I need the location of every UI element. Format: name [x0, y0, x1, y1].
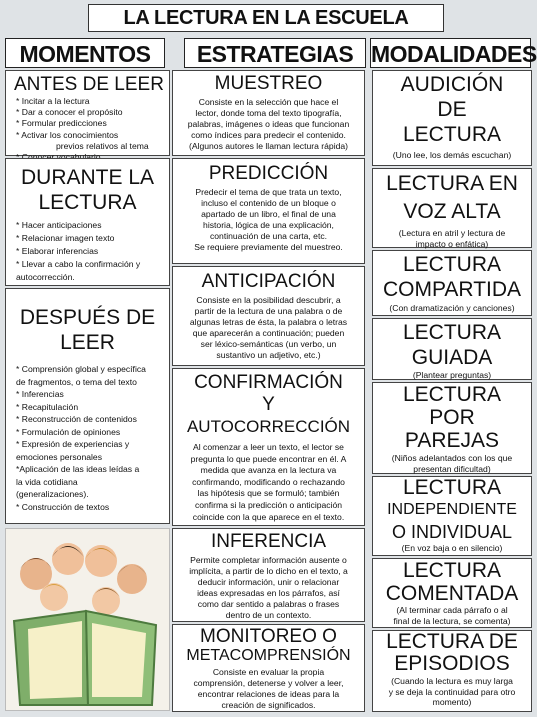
desc-line: incluso el contenido de un bloque o — [201, 198, 336, 208]
list-item: * Construcción de textos — [16, 501, 110, 512]
desc-line: ideas expresadas en los párrafos, así — [197, 588, 340, 598]
estrategia-title: ANTICIPACIÓN — [201, 271, 336, 292]
modalidad-note: impacto o enfática) — [415, 239, 489, 249]
list-item: de fragmentos, o tema del texto — [16, 376, 137, 387]
desc-line: sustantivo un adjetivo, etc.) — [216, 350, 321, 360]
desc-line: Consiste en evaluar la propia — [212, 667, 325, 677]
momento-durante-la-lectura — [5, 158, 170, 286]
desc-line: deducir información, unir o relacionar — [197, 577, 340, 587]
modalidad-title-line: VOZ ALTA — [403, 200, 501, 223]
page-title: LA LECTURA EN LA ESCUELA — [88, 4, 444, 32]
desc-line: como dar sentido a palabras o frases — [197, 599, 340, 609]
estrategia-title-line: CONFIRMACIÓN — [194, 372, 343, 393]
desc-line: encontrar relaciones de ideas para la — [197, 689, 340, 699]
list-item: * Elaborar inferencias — [16, 246, 99, 256]
modalidad-note: (Lectura en atril y lectura de — [398, 228, 506, 238]
desc-line: partir de la lectura de una palabra o de — [194, 306, 343, 316]
modalidad-title-line: LECTURA — [402, 253, 502, 276]
modalidad-title-line: POR — [429, 406, 475, 429]
modalidad-title-line: GUIADA — [411, 346, 493, 369]
modalidad-title-line: COMENTADA — [385, 582, 519, 605]
header-estrategias: ESTRATEGIAS — [184, 38, 366, 68]
list-item: * Formulación de opiniones — [16, 426, 121, 437]
desc-line: que aparecerán a continuación; pueden — [192, 328, 345, 338]
momento-antes-de-leer — [5, 70, 170, 156]
desc-line: historia, lógica de una explicación, — [203, 220, 334, 230]
momento-title-line: DURANTE LA — [20, 166, 155, 189]
modalidad-title-line: COMPARTIDA — [382, 278, 522, 301]
desc-line: confirmando, modificando o rechazando — [192, 476, 345, 487]
list-item: *Aplicación de las ideas leídas a — [16, 464, 140, 474]
modalidad-note: (Con dramatización y canciones) — [389, 303, 515, 313]
children-reading-book-illustration — [5, 528, 170, 711]
desc-line: Se requiere previamente del muestreo. — [194, 242, 343, 252]
modalidad-title-line: LECTURA — [402, 383, 502, 406]
list-item: * Reconstrucción de contenidos — [16, 414, 137, 424]
modalidad-note: (Niños adelantados con los que — [391, 453, 513, 463]
modalidad-note: (En voz baja o en silencio) — [401, 543, 503, 553]
modalidad-note: final de la lectura, se comenta) — [393, 616, 511, 626]
estrategia-description — [173, 95, 364, 152]
momento-title-line: DESPUÉS DE — [19, 306, 156, 329]
desc-line: implícita, a partir de lo dicho en el texto, a — [189, 566, 348, 576]
desc-line: coincide con la que aparece en el texto. — [192, 511, 345, 522]
modalidad-title-line: LECTURA — [402, 559, 502, 582]
desc-line: las hipótesis que se formuló; también — [197, 488, 340, 499]
list-item: * Recapitulación — [16, 401, 79, 412]
estrategia-confirmacion-autocorreccion — [172, 368, 365, 526]
estrategia-description — [173, 553, 364, 621]
desc-line: Predecir el tema de que trata un texto, — [195, 187, 342, 197]
list-item: * Dar a conocer el propósito — [16, 107, 123, 118]
desc-line: confirma si la predicción o anticipación — [194, 499, 343, 510]
list-item: * Incitar a la lectura — [16, 96, 90, 106]
header-momentos: MOMENTOS — [5, 38, 165, 68]
list-item: * Formular predicciones — [16, 118, 107, 129]
estrategia-description — [173, 185, 364, 253]
estrategia-description — [173, 438, 364, 523]
modalidad-title-line: O INDIVIDUAL — [391, 522, 513, 542]
estrategia-description — [173, 293, 364, 361]
estrategia-title: MUESTREO — [214, 73, 323, 94]
momento-despues-de-leer — [5, 288, 170, 524]
list-item: (generalizaciones). — [16, 489, 89, 499]
desc-line: algunas letras de ésta, la palabra o letras — [189, 317, 348, 327]
modalidad-lectura-de-episodios — [372, 630, 532, 712]
list-item: previos relativos al tema — [56, 140, 149, 151]
list-item: autocorrección. — [16, 272, 75, 282]
desc-line: apartado de un libro, el final de una — [201, 209, 336, 219]
modalidad-audicion-de-lectura — [372, 70, 532, 166]
modalidad-note: (Uno lee, los demás escuchan) — [392, 150, 512, 160]
list-item: * Activar los conocimientos — [16, 129, 119, 140]
list-item: * Inferencias — [16, 389, 64, 399]
list-item: la vida cotidiana — [16, 476, 78, 487]
list-item: * Comprensión global y específica — [16, 364, 146, 374]
momento-title-line: LEER — [60, 331, 115, 354]
desc-line: Consiste en la posibilidad descubrir, a — [196, 295, 341, 305]
desc-line: ser léxico-semánticas (un verbo, un — [200, 339, 337, 349]
modalidad-lectura-independiente — [372, 476, 532, 556]
desc-line: Permite completar información ausente o — [190, 555, 347, 565]
list-item: * Hacer anticipaciones — [16, 220, 102, 230]
modalidad-lectura-compartida — [372, 250, 532, 316]
estrategia-title-line: Y — [262, 394, 275, 415]
modalidad-lectura-por-parejas — [372, 382, 532, 474]
desc-line: pregunta lo que puede encontrar en él. A — [190, 453, 347, 464]
modalidad-title-line: INDEPENDIENTE — [387, 501, 517, 518]
estrategia-inferencia — [172, 528, 365, 622]
estrategia-title-line: METACOMPRENSIÓN — [186, 647, 351, 664]
list-item: * Relacionar imagen texto — [16, 233, 115, 243]
desc-line: como índices para predecir el contenido. — [191, 130, 346, 140]
estrategia-title-line: MONITOREO O — [200, 626, 337, 647]
modalidad-note: (Cuando la lectura es muy larga — [391, 676, 513, 686]
desc-line: palabras, imágenes o ideas que funcionan — [187, 119, 350, 129]
momento-title: ANTES DE LEER — [14, 74, 164, 95]
estrategia-title: INFERENCIA — [210, 531, 327, 552]
modalidad-title-line: AUDICIÓN — [400, 73, 504, 96]
list-item: * Expresión de experiencias y — [16, 439, 130, 449]
modalidad-note: momento) — [432, 697, 472, 707]
modalidad-note: (Plantear preguntas) — [412, 370, 492, 380]
modalidad-note: presentan dificultad) — [413, 464, 491, 474]
modalidad-title-line: EPISODIOS — [394, 652, 510, 675]
estrategia-prediccion — [172, 158, 365, 264]
desc-line: medida que avanza en la lectura va — [200, 465, 337, 476]
modalidad-title-line: DE — [437, 98, 467, 121]
estrategia-title-line: AUTOCORRECCIÓN — [186, 417, 351, 436]
desc-line: Al comenzar a leer un texto, el lector se — [193, 442, 344, 452]
list-item: * Llevar a cabo la confirmación y — [16, 259, 141, 269]
modalidad-lectura-en-voz-alta — [372, 168, 532, 248]
estrategia-monitoreo-metacomprension — [172, 624, 365, 712]
estrategia-muestreo — [172, 70, 365, 156]
modalidad-note: y se deja la continuidad para otro — [388, 686, 516, 697]
modalidad-lectura-guiada — [372, 318, 532, 380]
desc-line: comprensión, detenerse y volver a leer, — [193, 678, 344, 688]
modalidad-title-line: LECTURA EN — [386, 172, 518, 195]
modalidad-title-line: LECTURA DE — [386, 630, 518, 653]
modalidad-title-line: LECTURA — [402, 123, 502, 146]
modalidad-title-line: LECTURA — [402, 321, 502, 344]
estrategia-title: PREDICCIÓN — [208, 163, 329, 184]
desc-line: lector, donde toma del texto tipografía, — [195, 108, 342, 118]
momento-title-line: LECTURA — [38, 191, 137, 214]
desc-line: dentro de un contexto. — [225, 610, 312, 620]
modalidad-note: (Al terminar cada párrafo o al — [396, 605, 508, 615]
modalidad-title-line: LECTURA — [402, 476, 502, 499]
estrategia-anticipacion — [172, 266, 365, 366]
desc-line: creación de significados. — [221, 700, 316, 710]
modalidad-lectura-comentada — [372, 558, 532, 628]
desc-line: continuación de una carta, etc. — [209, 231, 328, 241]
list-item: emociones personales — [16, 451, 102, 462]
header-modalidades: MODALIDADES — [370, 38, 531, 68]
desc-line: (Algunos autores le llaman lectura rápida) — [188, 141, 349, 151]
children-reading-icon — [6, 529, 169, 710]
desc-line: Consiste en la selección que hace el — [198, 97, 339, 107]
estrategia-description — [173, 665, 364, 711]
modalidad-title-line: PAREJAS — [404, 429, 500, 452]
